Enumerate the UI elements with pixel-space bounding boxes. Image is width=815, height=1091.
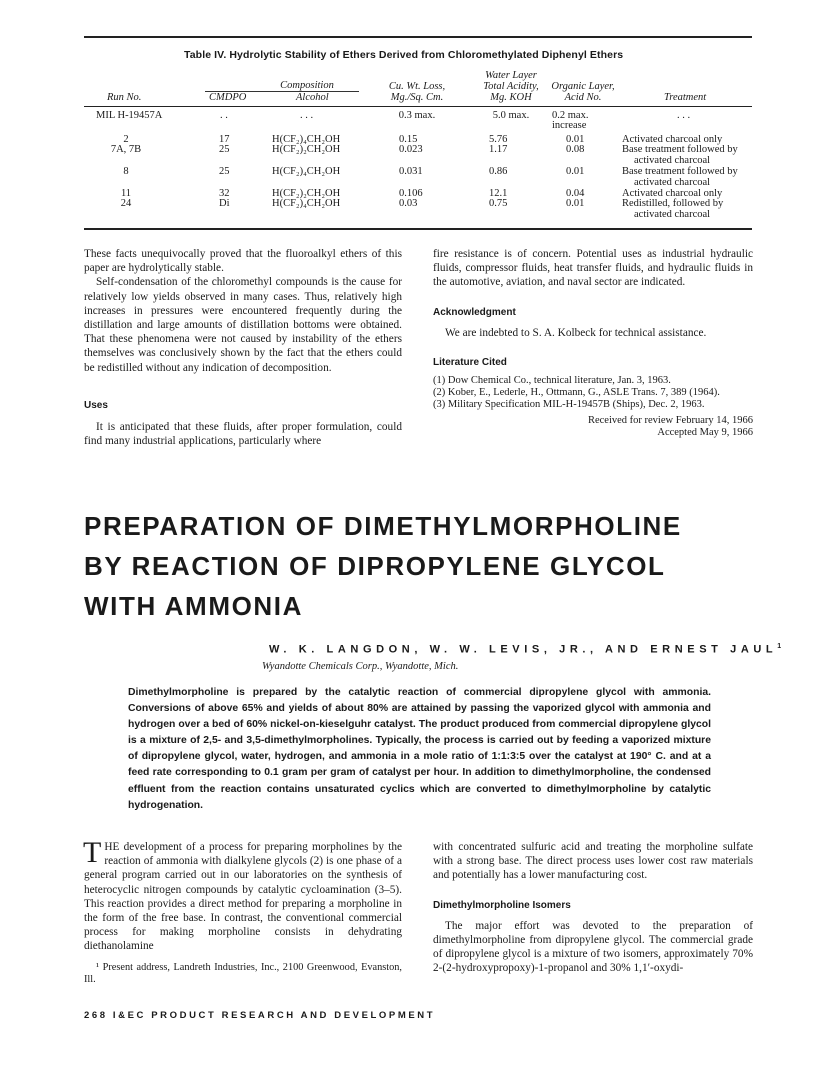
author-names: W. K. LANGDON, W. W. LEVIS, JR., AND ERNEST JAUL	[269, 643, 778, 656]
table-top-rule	[84, 36, 752, 38]
prev-left-column	[84, 247, 402, 448]
header-composition: Composition	[280, 80, 334, 91]
spec-treatment: . . .	[677, 110, 691, 121]
accepted-date: Accepted May 9, 1966	[657, 427, 753, 439]
table-bottom-rule	[84, 228, 752, 230]
paragraph: Self-condensation of the chloromethyl compounds is the cause for relatively low yields observed in many cases. Thus, relatively high increases in pressures were encountered frequently during the distillation and large amounts of distillation bottoms were obtained. That these phenomena were not caused by instability of the ethers themselves was conclusively shown by the fact that the ethers could be redistilled without any indication of decomposition.	[84, 276, 402, 374]
isomers-heading: Dimethylmorpholine Isomers	[433, 899, 571, 911]
cell-water: 5.76	[489, 134, 508, 145]
cell-treatment: Activated charcoal only	[622, 188, 723, 199]
header-water-2: Total Acidity,	[483, 81, 539, 92]
cell-treatment-cont: activated charcoal	[634, 209, 711, 220]
paragraph: fire resistance is of concern. Potential uses as industrial hydraulic fluids, compressor fluids, heat transfer fluids, and hydraulic fluids in the automotive, aviation, and naval sector are indicated.	[433, 248, 753, 289]
cell-cmdpo: 32	[219, 188, 230, 199]
cell-water: 12.1	[489, 188, 508, 199]
cell-treatment-cont: activated charcoal	[634, 177, 711, 188]
prev-right-column	[433, 247, 753, 439]
spec-wt-loss: 0.3 max.	[398, 110, 436, 121]
header-cmdpo: CMDPO	[209, 92, 247, 103]
article-title	[84, 506, 764, 626]
intro-text: HE development of a process for preparing morpholines by the reaction of ammonia with dialkylene glycols (2) is one phase of a general program carried out in our laboratories on the synthesis of heterocyclic nitrogen compounds by catalytic cycloamination (3–5). This reaction provides a direct method for preparing a morpholine in the form of the free base. In contrast, the conventional commercial process for making morpholine consists in dehydrating diethanolamine	[84, 841, 402, 953]
cell-treatment: Base treatment followed by	[622, 166, 738, 177]
header-wt-loss-2: Mg./Sq. Cm.	[390, 92, 444, 103]
title-line: BY REACTION OF DIPROPYLENE GLYCOL	[84, 551, 666, 581]
cell-alcohol: H(CF₂)₄CH₂OH	[272, 166, 341, 177]
cell-cmdpo: 25	[219, 166, 230, 177]
header-water-3: Mg. KOH	[490, 92, 532, 103]
cell-treatment: Activated charcoal only	[622, 134, 723, 145]
drop-cap: T	[83, 836, 102, 869]
cell-alcohol: H(CF₂)₂CH₂OH	[272, 188, 341, 199]
paragraph: We are indebted to S. A. Kolbeck for technical assistance.	[445, 326, 707, 339]
paragraph: It is anticipated that these fluids, after proper formulation, could find many industrial applications, particularly where	[84, 421, 402, 448]
cell-cmdpo: 25	[219, 144, 230, 155]
spec-cmdpo: . .	[220, 110, 228, 121]
cell-wt-loss: 0.15	[399, 134, 418, 145]
cell-organic: 0.01	[566, 134, 585, 145]
cell-organic: 0.01	[566, 198, 585, 209]
title-line: WITH AMMONIA	[84, 591, 303, 621]
paragraph: These facts unequivocally proved that the fluoroalkyl ethers of this paper are hydrolytically stable.	[84, 248, 402, 275]
authors	[269, 643, 781, 656]
footnote: ¹ Present address, Landreth Industries, Inc., 2100 Greenwood, Evanston, Ill.	[84, 961, 402, 986]
paragraph	[83, 836, 402, 954]
cell-run: 7A, 7B	[110, 144, 142, 155]
cell-wt-loss: 0.023	[399, 144, 423, 155]
spec-alcohol: . . .	[300, 110, 314, 121]
abstract: Dimethylmorpholine is prepared by the catalytic reaction of commercial dipropylene glycol with ammonia. Conversions of above 65% and yields of about 80% are attained by passing the vaporized glycol with ammonia and hydrogen over a bed of 60% nickel-on-kieselguhr catalyst. The product produced from commercial dipropylene glycol is a mixture of 2,5- and 3,5-dimethylmorpholines. Typically, the process is carried out by feeding a vaporized mixture of dipropylene glycol, water, hydrogen, and ammonia in a mole ratio of 1:1:3:5 over the catalyst at 190° C. and at a feed rate corresponding to 0.1 gram per gram of catalyst per hour. In addition to dimethylmorpholine, the condensed effluent from the reaction contains unsaturated cyclics which are converted to dimethylmorpholine by catalytic hydrogenation.	[128, 687, 711, 811]
cell-treatment-cont: activated charcoal	[634, 155, 711, 166]
affiliation: Wyandotte Chemicals Corp., Wyandotte, Mich.	[262, 661, 459, 672]
header-organic-1: Organic Layer,	[551, 81, 615, 92]
header-run-no: Run No.	[107, 92, 142, 103]
table-header-rule	[84, 106, 752, 107]
cell-organic: 0.01	[566, 166, 585, 177]
page-footer: 268 I&EC PRODUCT RESEARCH AND DEVELOPMENT	[84, 1010, 436, 1021]
uses-heading: Uses	[84, 399, 108, 411]
header-treatment: Treatment	[664, 92, 707, 103]
header-wt-loss-1: Cu. Wt. Loss,	[388, 81, 446, 92]
reference: (1) Dow Chemical Co., technical literature, Jan. 3, 1963.	[433, 375, 671, 387]
cell-cmdpo: Di	[219, 198, 230, 209]
header-organic-2: Acid No.	[564, 92, 602, 103]
spec-water: 5.0 max.	[492, 110, 530, 121]
title-line: PREPARATION OF DIMETHYLMORPHOLINE	[84, 511, 682, 541]
intro-right-column	[433, 840, 753, 976]
cell-treatment: Base treatment followed by	[622, 144, 738, 155]
paragraph: The major effort was devoted to the preparation of dimethylmorpholine from dipropylene glycol. The commercial grade of dipropylene glycol is a mixture of two isomers, approximately 70% 2-(2-hydroxypropoxy)-1-propanol and 30% 1,1′-oxydi-	[433, 919, 753, 975]
cell-treatment: Redistilled, followed by	[622, 198, 724, 209]
cell-organic: 0.04	[566, 188, 585, 199]
spec-run: MIL H-19457A	[96, 110, 163, 121]
cell-wt-loss: 0.03	[399, 198, 418, 209]
cell-wt-loss: 0.106	[399, 188, 423, 199]
cell-run: 2	[123, 134, 129, 145]
intro-left-column	[83, 836, 402, 987]
spec-organic-2: increase	[552, 120, 587, 131]
header-alcohol: Alcohol	[296, 92, 329, 103]
spec-organic-1: 0.2 max.	[552, 110, 589, 121]
header-water-1: Water Layer	[485, 70, 537, 81]
reference: (3) Military Specification MIL-H-19457B (Ships), Dec. 2, 1963.	[433, 399, 705, 411]
cell-run: 8	[123, 166, 129, 177]
paragraph: with concentrated sulfuric acid and treating the morpholine sulfate with a strong base. The direct process uses lower cost raw materials and potentially has a lower manufacturing cost.	[433, 841, 753, 882]
cell-water: 0.86	[489, 166, 508, 177]
table-title: Table IV. Hydrolytic Stability of Ethers Derived from Chloromethylated Diphenyl Ethers	[184, 49, 624, 61]
ack-heading: Acknowledgment	[433, 306, 516, 318]
cell-run: 24	[120, 198, 132, 209]
cell-wt-loss: 0.031	[399, 166, 423, 177]
cell-run: 11	[120, 188, 132, 199]
received-date: Received for review February 14, 1966	[587, 415, 753, 427]
cell-water: 1.17	[489, 144, 508, 155]
reference: (2) Kober, E., Lederle, H., Ottmann, G., ASLE Trans. 7, 389 (1964).	[433, 387, 720, 399]
cell-alcohol: H(CF₂)₂CH₂OH	[272, 144, 341, 155]
cell-alcohol: H(CF₂)₄CH₂OH	[272, 134, 341, 145]
lit-heading: Literature Cited	[433, 357, 507, 369]
cell-alcohol: H(CF₂)₄CH₂OH	[272, 198, 341, 209]
cell-organic: 0.08	[566, 144, 585, 155]
cell-water: 0.75	[489, 198, 508, 209]
author-footnote-mark: 1	[777, 643, 782, 650]
cell-cmdpo: 17	[219, 134, 230, 145]
